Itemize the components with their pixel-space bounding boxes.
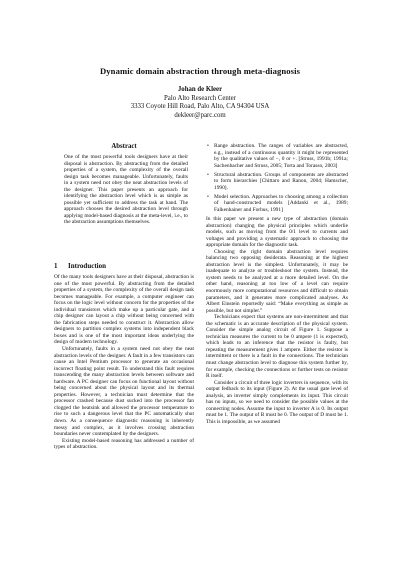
bullet-icon: • [207,143,209,149]
paper-title: Dynamic domain abstraction through meta-diagnosis [99,66,301,76]
author-block [20,86,380,120]
paragraph: Consider a circuit of three logic inverters in sequence, with its output fedback to its input (Figure 2). At the usual gate level of analysis, an inverter simply complements its input. This circuit has no inputs, so we need to consider the possible values at the connecting nodes. Assume the input to inverter A is 0. Its output must be 1. The output of B must be 0. The output of D must be 1. This is impossible, as we assumed [206,379,348,425]
list-item-text: Structural abstraction. Groups of components are abstracted to form hierarchies [Chittaro and Ranon, 2004; Hamscher, 1990]. [214,171,348,191]
author-address: 3333 Coyote Hill Road, Palo Alto, CA 94304 USA [130,103,270,111]
paragraph: In this paper we present a new type of abstraction (domain abstraction) changing the physical principles which underlie models, such as moving from the 0/1 level to currents and voltages and providing a systematic approach to choosing the appropriate domain for the diagnostic task. [206,215,348,249]
abstract-section [54,143,194,226]
paragraph: Of the many tools designers have at their disposal, abstraction is one of the most powerful. By abstracting from the detailed properties of a system, the complexity of the overall design task becomes manageable. For example, a computer engineer can focus on the logic level without concern for the properties of the individual transistors which make up a particular gate, and a chip designer can layout a chip without being concerned with the fabrication steps needed to construct it. Abstraction allow designers to partition complex systems into independent black boxes and is one of the most important ideas underlying the design of modern technology. [54,274,194,346]
list-item [206,172,348,192]
paragraph: Technicians expect that systems are non-intermittent and that the schematic is an accurate description of the physical system. Consider the simple analog circuit of Figure 1. Suppose a technician measures the current to be 0 ampere (1 is expected), which leads to an inference that the resistor is faulty, but repeating the measurement gives 1 ampere. Either the resistor is intermittent or there is a fault in the connections. The technician must change abstraction level to diagnose this system further by, for example, checking the connections or further tests on resistor R itself. [206,314,348,380]
abstraction-types-list [206,143,348,213]
abstract-heading: Abstract [111,143,137,150]
section-title: Introduction [68,262,106,270]
paragraph: Existing model-based reasoning has addressed a number of types of abstraction. [54,437,194,451]
bullet-icon: • [207,171,209,178]
author-name: Johan de Kleer [177,86,223,93]
abstract-text: One of the most powerful tools designers have at their disposal is abstraction. By abstracting from the detailed properties of a system, the complexity of the overall design task becomes manageable. Unfortunately, faults in a system need not obey the neat abstraction levels of the designer. This paper presents an approach for identifying the abstraction level which is as simple as possible yet sufficient to address the task at hand. The approach chooses the desired abstraction level through applying model-based diagnosis at the meta-level, i.e., to the abstraction assumptions themselves. [64,154,188,226]
author-email: dekleer@parc.com [174,111,226,119]
paragraph: Unfortunately, faults in a system need not obey the neat abstraction levels of the designer. A fault in a few transistors can cause an Intel Pentium processor to generate an occasional incorrect floating point result. To understand this fault requires transcending the many abstraction levels between software and hardware. A PC designer can focus on functional layout without being concerned about the physical layout and its thermal properties. However, a technician must determine that the processor crashed because dust sucked into the processor fan clogged the heatsink and allowed the processor temperature to rise to such a dangerous level that the PC automatically shut down. As a consequence diagnostic reasoning is inherently messy and complex, as it involves crossing abstraction boundaries never contemplated by the designers. [54,346,194,438]
list-item [206,143,348,169]
author-affiliation: Palo Alto Research Center [164,94,236,102]
right-column [206,143,348,425]
list-item-text: Model selection. Approaches to choosing among a collection of hand-constructed models [Addanki et al., 1989; Falkenhainer and Forbus, 1991] [214,193,348,213]
list-item [206,194,348,214]
bullet-icon: • [207,193,209,200]
introduction-body [54,274,194,451]
section-number: 1 [54,262,58,270]
list-item-text: Range abstraction. The ranges of variables are abstracted, e.g., instead of a continuous quantity it might be represented by the qualitative values of −, 0 or +. [Struss, 1991b; 1991a; Sachenbacher and Struss, 2005; Torta and Torasso, 2003] [214,143,348,169]
paragraph: Choosing the right domain abstraction level requires balancing two opposing desiderata. Reasoning at the highest abstraction level is the simplest. Unfortunately, it may be inadequate to analyze or troubleshoot the system. Instead, the system needs to be analyzed at a more detailed level. On the other hand, reasoning at too low of a level can require enormously more computational resources and difficult to obtain parameters, and it generates more complicated analyses. As Albert Einstein reportedly said: “Make everything as simple as possible, but not simpler.” [206,248,348,314]
introduction-heading [54,262,194,270]
